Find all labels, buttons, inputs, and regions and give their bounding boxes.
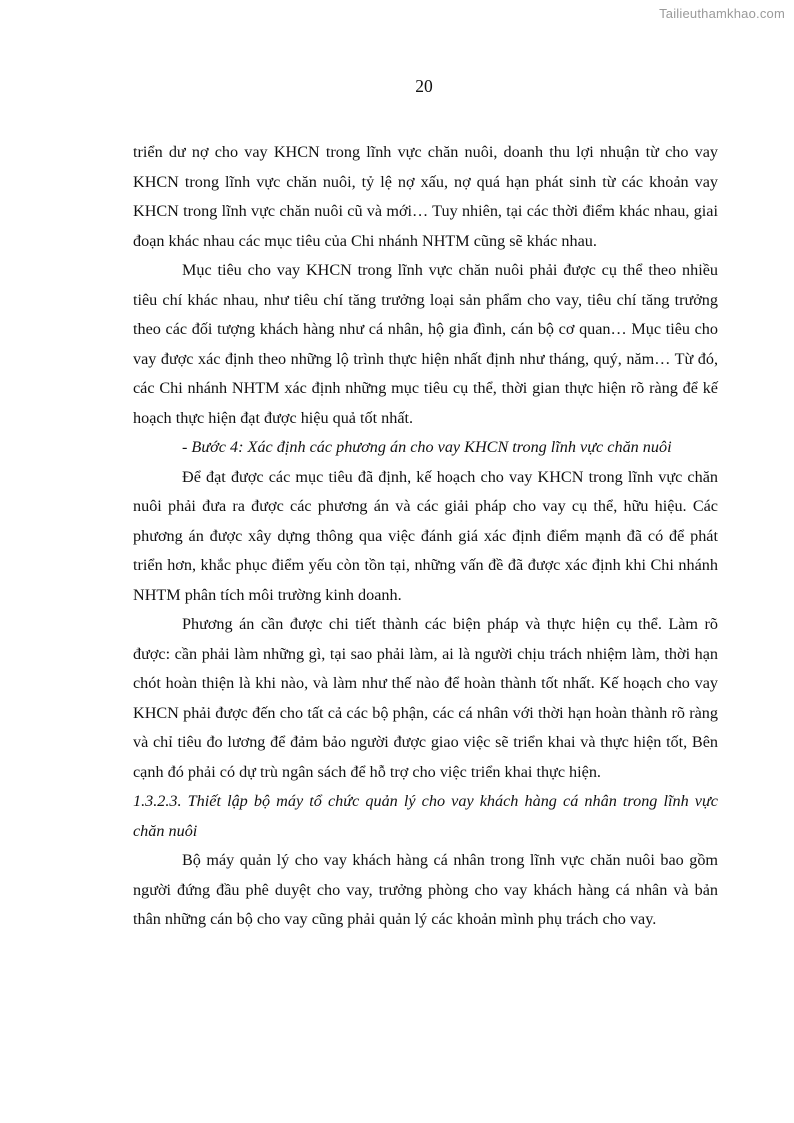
page-number: 20 xyxy=(415,76,433,96)
watermark: Tailieuthamkhao.com xyxy=(659,6,785,21)
paragraph-plan-details: Phương án cần được chi tiết thành các biện pháp và thực hiện cụ thể. Làm rõ được: cần phải làm những gì, tại sao phải làm, ai là người chịu trách nhiệm làm, thời hạn chót hoàn thiện là khi nào, và làm như thế nào để hoàn thành tốt nhất. Kế hoạch cho vay KHCN phải được đến cho tất cả các bộ phận, các cá nhân với thời hạn hoàn thành rõ ràng và chỉ tiêu đo lương để đảm bảo người được giao việc sẽ triển khai và thực hiện tốt, Bên cạnh đó phải có dự trù ngân sách để hỗ trợ cho việc triển khai thực hiện. xyxy=(133,615,718,781)
document-body xyxy=(133,138,718,935)
paragraph-plans: Để đạt được các mục tiêu đã định, kế hoạch cho vay KHCN trong lĩnh vực chăn nuôi phải đưa ra được các phương án và các giải pháp cho vay cụ thể, hữu hiệu. Các phương án được xây dựng thông qua việc đánh giá xác định điểm mạnh đã có để phát triển hơn, khắc phục điểm yếu còn tồn tại, những vấn đề đã được xác định khi Chi nhánh NHTM phân tích môi trường kinh doanh. xyxy=(133,467,718,604)
section-heading-1-3-2-3: 1.3.2.3. Thiết lập bộ máy tổ chức quản lý cho vay khách hàng cá nhân trong lĩnh vực chăn nuôi xyxy=(133,792,718,840)
paragraph-management-apparatus: Bộ máy quản lý cho vay khách hàng cá nhân trong lĩnh vực chăn nuôi bao gồm người đứng đầu phê duyệt cho vay, trưởng phòng cho vay khách hàng cá nhân và bản thân những cán bộ cho vay cũng phải quản lý các khoản mình phụ trách cho vay. xyxy=(133,851,718,928)
step-4-heading: - Bước 4: Xác định các phương án cho vay KHCN trong lĩnh vực chăn nuôi xyxy=(182,438,672,456)
paragraph-objectives: Mục tiêu cho vay KHCN trong lĩnh vực chăn nuôi phải được cụ thể theo nhiều tiêu chí khác nhau, như tiêu chí tăng trưởng loại sản phẩm cho vay, tiêu chí tăng trưởng theo các đối tượng khách hàng như cá nhân, hộ gia đình, cán bộ cơ quan… Mục tiêu cho vay được xác định theo những lộ trình thực hiện nhất định như tháng, quý, năm… Từ đó, các Chi nhánh NHTM xác định những mục tiêu cụ thể, thời gian thực hiện rõ ràng để kế hoạch thực hiện đạt được hiệu quả tốt nhất. xyxy=(133,261,718,427)
paragraph-continuation: triển dư nợ cho vay KHCN trong lĩnh vực chăn nuôi, doanh thu lợi nhuận từ cho vay KHCN trong lĩnh vực chăn nuôi, tỷ lệ nợ xấu, nợ quá hạn phát sinh từ các khoản vay KHCN trong lĩnh vực chăn nuôi cũ và mới… Tuy nhiên, tại các thời điểm khác nhau, giai đoạn khác nhau các mục tiêu của Chi nhánh NHTM cũng sẽ khác nhau. xyxy=(133,143,718,250)
